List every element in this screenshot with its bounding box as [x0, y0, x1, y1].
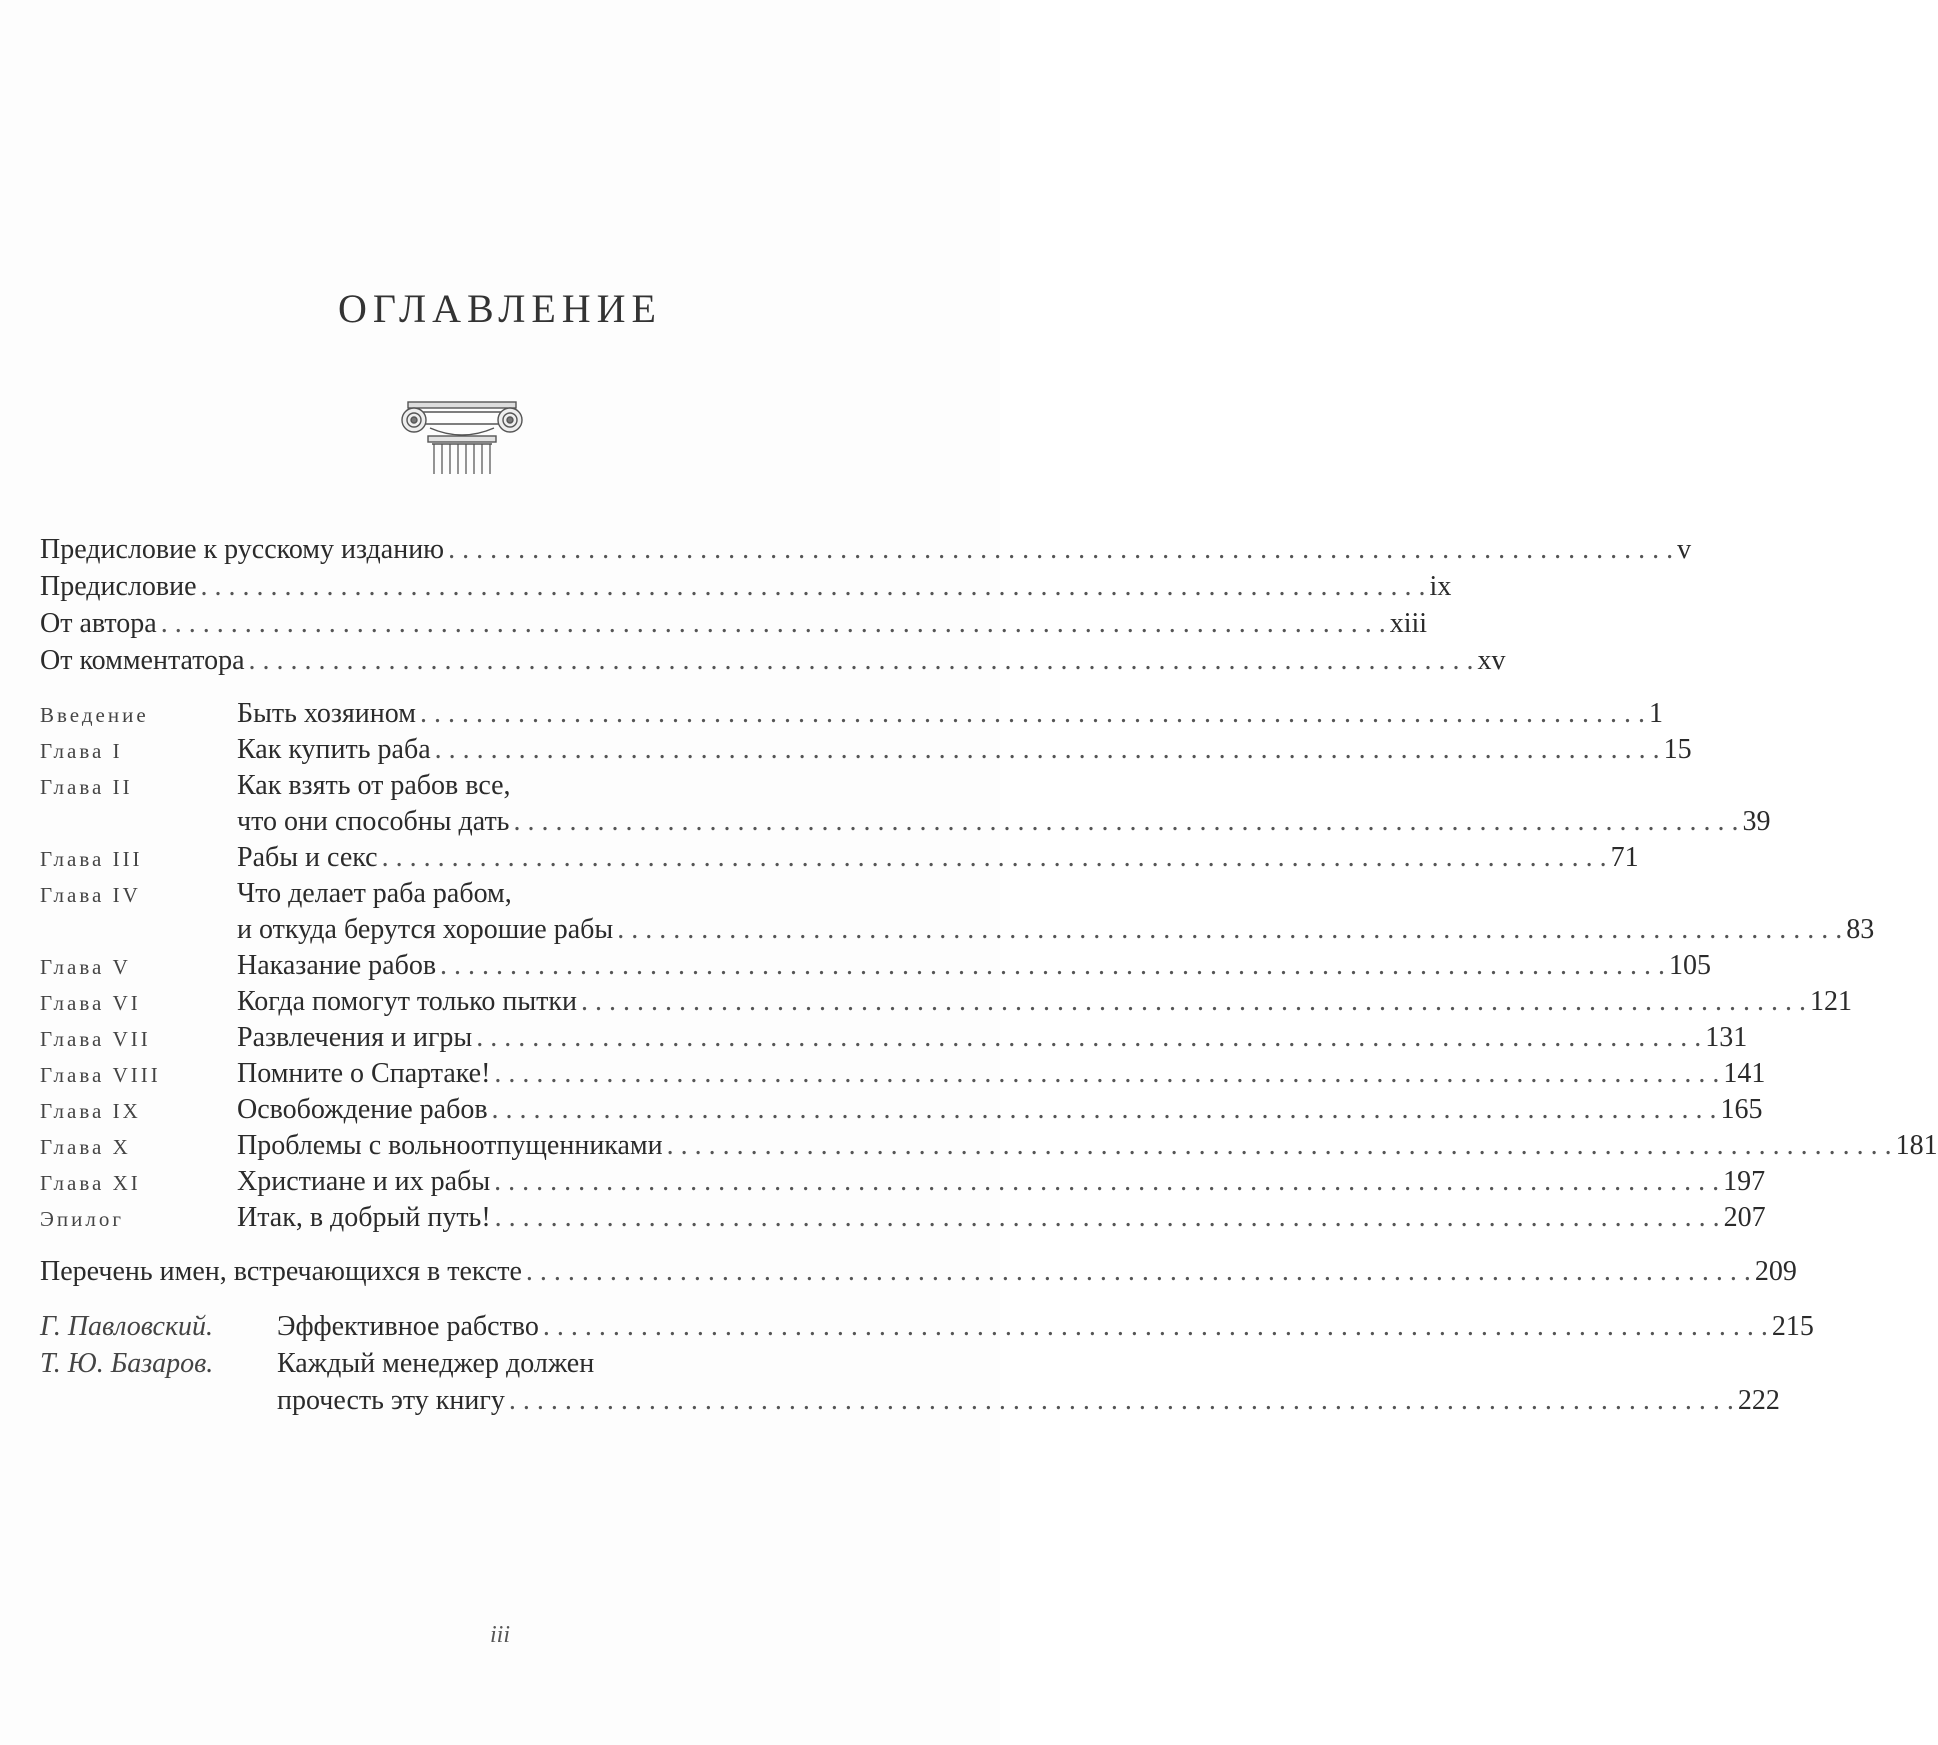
toc-entry-page: v	[1677, 534, 1692, 565]
leader-dots	[201, 569, 1426, 605]
chapter-label: Глава XI	[40, 1171, 141, 1195]
toc-entry-chapter-11[interactable]	[40, 1164, 1766, 1200]
toc-entry-title: Быть хозяином	[237, 698, 416, 729]
toc-entry-page: 71	[1610, 842, 1639, 873]
toc-entry-page: 141	[1723, 1058, 1766, 1089]
leader-dots	[161, 606, 1386, 642]
toc-entry-page: 105	[1669, 950, 1712, 981]
leader-dots	[476, 1020, 1701, 1056]
toc-entry-title: Предисловие к русскому изданию	[40, 534, 445, 565]
toc-entry-title: От комментатора	[40, 645, 245, 676]
chapter-label: Глава IV	[40, 883, 141, 907]
toc-entry-title: Предисловие	[40, 571, 197, 602]
toc-entry-foreword-russian[interactable]	[40, 532, 1692, 568]
toc-entry-chapter-5[interactable]	[40, 948, 1712, 984]
toc-entry-title: Итак, в добрый путь!	[237, 1202, 491, 1233]
leader-dots	[440, 948, 1665, 984]
toc-entry-page: 83	[1846, 914, 1875, 945]
chapter-label: Глава VIII	[40, 1063, 161, 1087]
toc-entry-title: Как купить раба	[237, 734, 431, 765]
leader-dots	[617, 912, 1842, 948]
toc-entry-chapter-1[interactable]	[40, 732, 1692, 768]
leader-dots	[495, 1200, 1720, 1236]
leader-dots	[494, 1056, 1719, 1092]
toc-entry-from-author[interactable]	[40, 606, 1428, 642]
toc-entry-afterword-pavlovsky[interactable]	[40, 1309, 1814, 1345]
leader-dots	[492, 1092, 1717, 1128]
chapter-label: Глава II	[40, 775, 133, 799]
toc-entry-title: Когда помогут только пытки	[237, 986, 577, 1017]
leader-dots	[420, 696, 1645, 732]
toc-entry-page: 207	[1723, 1202, 1766, 1233]
chapter-label: Введение	[40, 703, 149, 727]
toc-entry-title: Развлечения и игры	[237, 1022, 473, 1053]
leader-dots	[435, 732, 1660, 768]
toc-entry-chapter-2[interactable]	[40, 768, 925, 804]
toc-entry-title: Христиане и их рабы	[237, 1166, 491, 1197]
toc-entry-page: 181	[1895, 1130, 1938, 1161]
toc-entry-title: Как взять от рабов все,	[237, 770, 511, 801]
toc-entry-title-continued: что они способны дать	[237, 806, 510, 837]
toc-entry-page: xiii	[1389, 608, 1428, 639]
toc-entry-title: Наказание рабов	[237, 950, 437, 981]
toc-entry-chapter-8[interactable]	[40, 1056, 1766, 1092]
leader-dots	[494, 1164, 1719, 1200]
toc-entry-page: ix	[1429, 571, 1452, 602]
page-title: ОГЛАВЛЕНИЕ	[338, 286, 662, 331]
toc-entry-chapter-4[interactable]	[40, 876, 925, 912]
toc-entry-page: 222	[1737, 1385, 1780, 1416]
toc-entry-page: 131	[1705, 1022, 1748, 1053]
toc-entry-epilogue[interactable]	[40, 1200, 1766, 1236]
toc-entry-chapter-3[interactable]	[40, 840, 1639, 876]
toc-entry-page: xv	[1477, 645, 1506, 676]
toc-entry-title: Эффективное рабство	[277, 1311, 539, 1342]
toc-entry-title-continued: и откуда берутся хорошие рабы	[237, 914, 614, 945]
toc-entry-page: 121	[1809, 986, 1852, 1017]
leader-dots	[249, 643, 1474, 679]
toc-entry-afterword-bazarov-cont[interactable]	[40, 1383, 1780, 1419]
ionic-column-capital-icon	[394, 398, 530, 476]
afterword-author: Г. Павловский.	[40, 1311, 214, 1342]
toc-entry-title: От автора	[40, 608, 157, 639]
leader-dots	[509, 1383, 1734, 1419]
toc-entry-chapter-6[interactable]	[40, 984, 1852, 1020]
leader-dots	[581, 984, 1806, 1020]
toc-entry-name-index[interactable]	[40, 1254, 1797, 1290]
chapter-label: Глава I	[40, 739, 123, 763]
chapter-label: Глава III	[40, 847, 143, 871]
toc-entry-afterword-bazarov[interactable]	[40, 1346, 925, 1382]
leader-dots	[543, 1309, 1768, 1345]
chapter-label: Эпилог	[40, 1207, 124, 1231]
toc-entry-title: Перечень имен, встречающихся в тексте	[40, 1256, 522, 1287]
toc-entry-from-commentator[interactable]	[40, 643, 1506, 679]
chapter-label: Глава IX	[40, 1099, 141, 1123]
toc-entry-introduction[interactable]	[40, 696, 1663, 732]
leader-dots	[448, 532, 1673, 568]
toc-entry-page: 197	[1723, 1166, 1766, 1197]
toc-entry-page: 39	[1742, 806, 1771, 837]
toc-entry-title: Помните о Спартаке!	[237, 1058, 491, 1089]
toc-entry-chapter-10[interactable]	[40, 1128, 1938, 1164]
toc-entry-title-continued: прочесть эту книгу	[277, 1385, 505, 1416]
leader-dots	[382, 840, 1607, 876]
toc-entry-title: Каждый менеджер должен	[277, 1348, 595, 1379]
chapter-label: Глава VII	[40, 1027, 151, 1051]
toc-entry-page: 215	[1771, 1311, 1814, 1342]
toc-entry-page: 1	[1648, 698, 1663, 729]
afterword-author: Т. Ю. Базаров.	[40, 1348, 214, 1379]
leader-dots	[526, 1254, 1751, 1290]
leader-dots	[667, 1128, 1892, 1164]
toc-entry-chapter-7[interactable]	[40, 1020, 1748, 1056]
chapter-label: Глава V	[40, 955, 131, 979]
page-number: iii	[489, 1622, 510, 1648]
toc-entry-page: 165	[1720, 1094, 1763, 1125]
toc-entry-chapter-9[interactable]	[40, 1092, 1763, 1128]
toc-entry-page: 15	[1663, 734, 1692, 765]
chapter-label: Глава X	[40, 1135, 131, 1159]
toc-entry-foreword[interactable]	[40, 569, 1452, 605]
leader-dots	[513, 804, 1738, 840]
toc-entry-page: 209	[1754, 1256, 1797, 1287]
toc-entry-chapter-2-cont[interactable]	[40, 804, 1771, 840]
toc-entry-title: Рабы и секс	[237, 842, 378, 873]
toc-entry-title: Проблемы с вольноотпущенниками	[237, 1130, 663, 1161]
toc-entry-title: Что делает раба рабом,	[237, 878, 512, 909]
chapter-label: Глава VI	[40, 991, 141, 1015]
toc-entry-title: Освобождение рабов	[237, 1094, 488, 1125]
toc-entry-chapter-4-cont[interactable]	[40, 912, 1875, 948]
